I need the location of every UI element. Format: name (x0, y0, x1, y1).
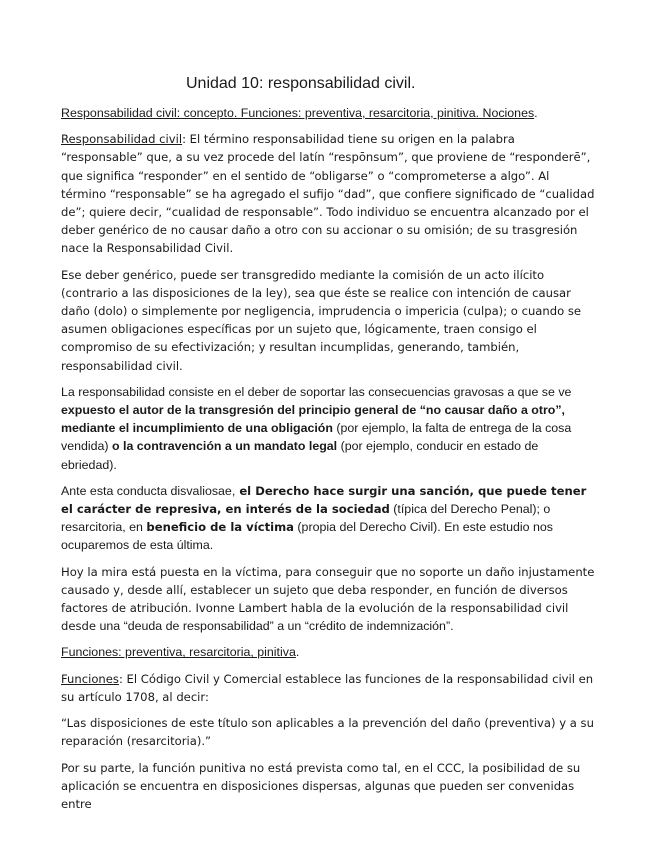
paragraph-definition (61, 130, 597, 257)
section-heading-functions-text: Funciones: preventiva, resarcitoria, pinitiva (61, 645, 296, 660)
paragraph-quote: “Las disposiciones de este título son aplicables a la prevención del daño (preventiva) y a su reparación (resarcitoria).” (61, 716, 594, 749)
sanction-text-1: Ante esta conducta disvaliosae, (61, 483, 236, 498)
paragraph-generic-duty: Ese deber genérico, puede ser transgredido mediante la comisión de un acto ilícito (contrario a las disposiciones de la ley), sea que éste se realice con intención de causar daño (dolo) o simplemente por negligencia, imprudencia o impericia (culpa); o cuando se asumen obligaciones específicas por un sujeto que, lógicamente, traen consigo el compromiso de su efectivización; y resultan incumplidas, generando, también, responsabilidad civil. (61, 267, 582, 373)
consequences-text-3: (por ejemplo, conducir en estado de ebriedad). (61, 439, 539, 472)
functions-lead: Funciones (61, 671, 119, 686)
victim-text-2: una “deuda de responsabilidad” a un “crédito de indemnización”. (96, 619, 454, 634)
paragraph-functions (61, 670, 597, 706)
consequences-bold-1: expuesto el autor de la transgresión del principio general de “no causar daño a otro”, mediante el incumplimiento de una obligación (61, 403, 565, 436)
section-heading-concept (61, 104, 597, 122)
consequences-bold-2: o la contravención a un mandato legal (111, 439, 338, 454)
sanction-bold-1: el Derecho hace surgir una sanción, que puede tener el carácter de represiva, en interés de la sociedad (61, 483, 587, 517)
definition-text: : El término responsabilidad tiene su origen en la palabra “responsable” que, a su vez procede del latín “respōnsum”, que proviene de “responderē”, que significa “responder” en el sentido de “obligarse” o “comprometerse a algo”. Al término “responsable” se ha agregado el sufijo “dad”, que confiere significado de “cualidad de”; quiere decir, “cualidad de responsable”. Todo individuo se encuentra alcanzado por el deber genérico de no causar daño a otro con su accionar o su omisión; de su trasgresión nace la Responsabilidad Civil. (61, 132, 595, 256)
paragraph-punitive: Por su parte, la función punitiva no está prevista como tal, en el CCC, la posibilidad de su aplicación se encuentra en disposiciones dispersas, algunas que pueden ser convenidas entre (61, 760, 581, 811)
sanction-bold-2: beneficio de la víctima (146, 520, 294, 535)
paragraph-consequences (61, 383, 597, 474)
definition-lead: Responsabilidad civil (61, 132, 183, 147)
section-heading-concept-text: Responsabilidad civil: concepto. Funciones: preventiva, resarcitoria, pinitiva. Nociones (61, 106, 535, 120)
section-heading-concept-period: . (534, 106, 538, 120)
functions-text: : El Código Civil y Comercial establece las funciones de la responsabilidad civil en su artículo 1708, al decir: (61, 671, 594, 704)
paragraph-victim (61, 563, 597, 636)
section-heading-functions (61, 643, 597, 661)
page-title: Unidad 10: responsabilidad civil. (186, 75, 416, 92)
consequences-text-2: (por ejemplo, la falta de entrega de la cosa vendida) (61, 421, 572, 454)
victim-text-1: Hoy la mira está puesta en la víctima, para conseguir que no soporte un daño injustamente causado y, desde allí, establecer un sujeto que deba responder, en función de diversos factores de atribución. Ivonne Lambert habla de la evolución de la responsabilidad civil desde (61, 564, 595, 634)
sanction-text-2: (típica del Derecho Penal); o resarcitoria, en (61, 502, 551, 535)
consequences-text-1: La responsabilidad consiste en el deber de soportar las consecuencias gravosas a que se ve (61, 384, 572, 399)
section-heading-functions-period: . (295, 645, 300, 660)
paragraph-sanction (61, 482, 597, 555)
sanction-text-3: (propia del Derecho Civil). En este estudio nos ocuparemos de esta última. (61, 520, 553, 553)
